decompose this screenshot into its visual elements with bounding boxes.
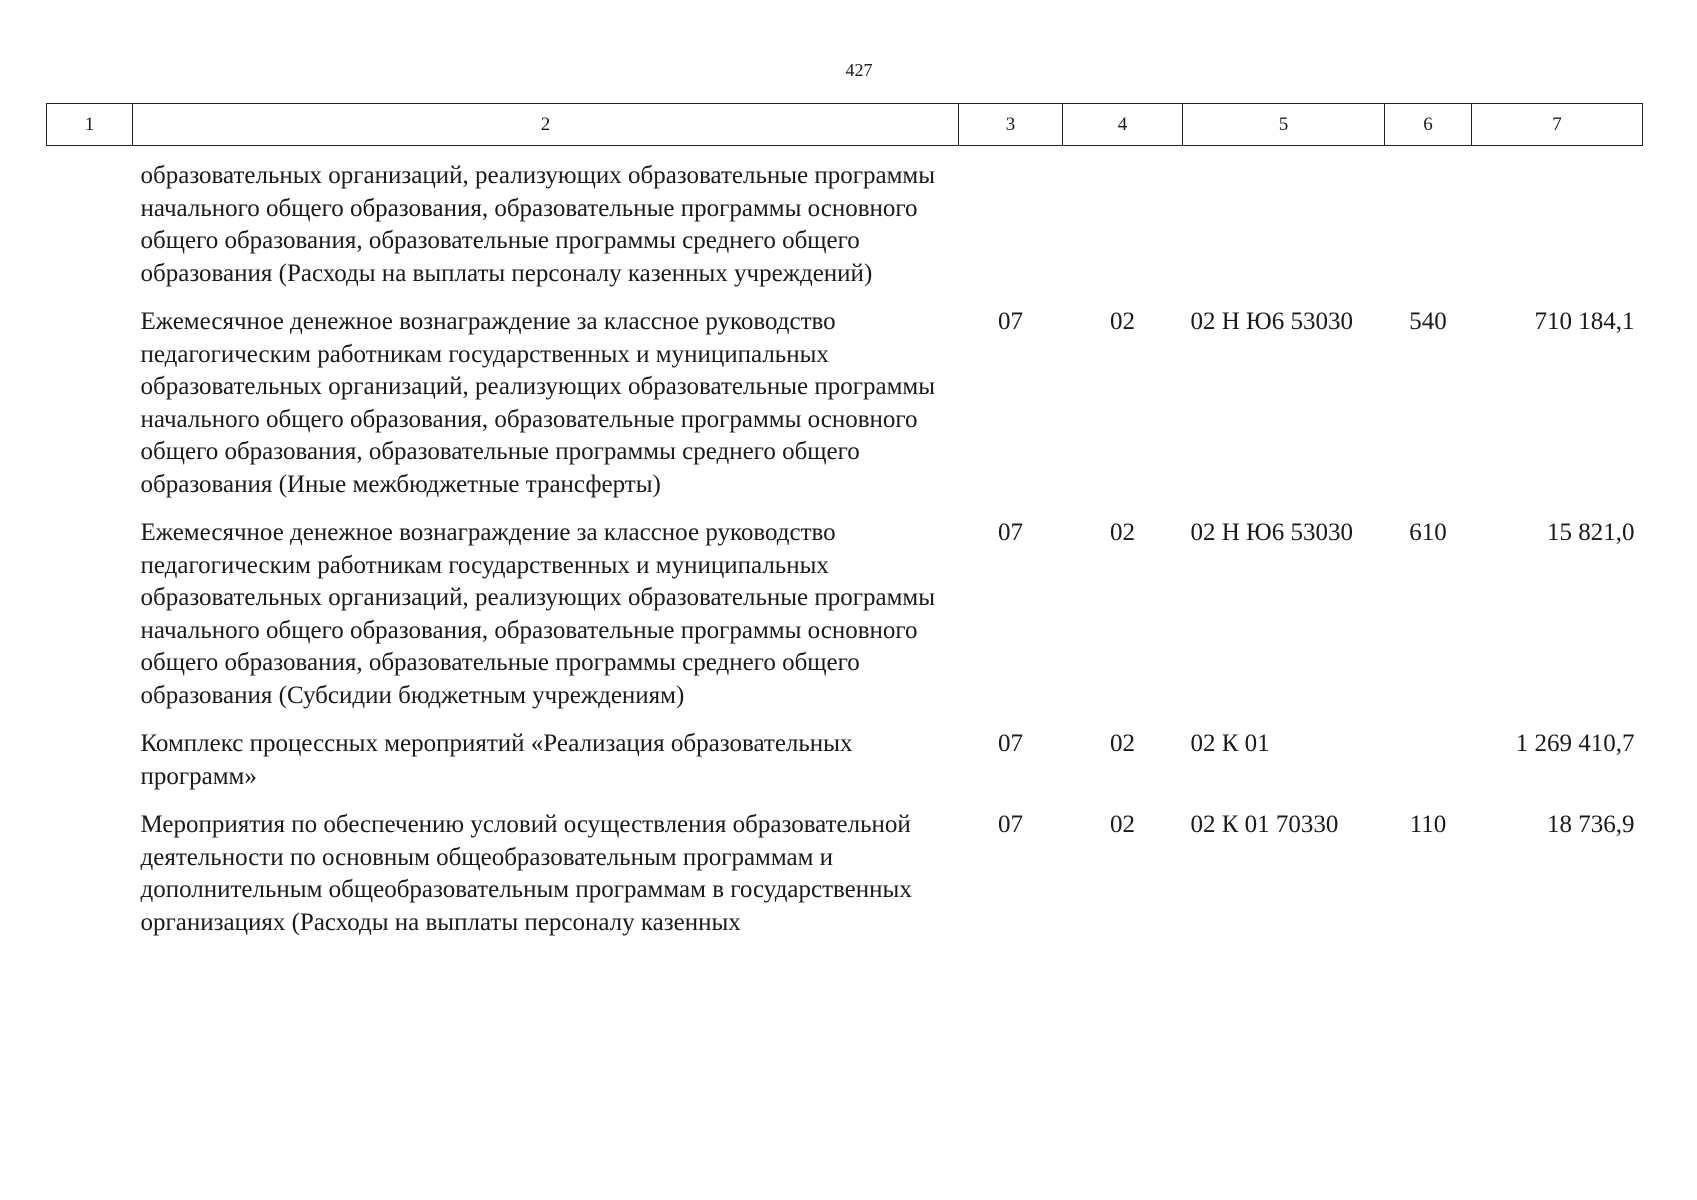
subsection-cell: 02 xyxy=(1110,730,1135,757)
description-cell: Мероприятия по обеспечению условий осуществления образовательной деятельности по основным общеобразовательным программам и дополнительным общеобразовательным программам в государственных организациях (Расходы на выплаты персоналу казенных xyxy=(140,811,912,936)
target-article-cell: 02 Н Ю6 53030 xyxy=(1190,519,1353,546)
row-number-cell xyxy=(47,146,133,307)
description-cell: Ежемесячное денежное вознаграждение за классное руководство педагогическим работникам государственных и муниципальных образовательных организаций, реализующих образовательные программы начального общего образования, образовательные программы основного общего образования, образовательные программы среднего общего образования (Иные межбюджетные трансферты) xyxy=(140,308,936,498)
table-row xyxy=(47,809,1643,955)
section-cell: 07 xyxy=(998,519,1023,546)
expense-type-cell xyxy=(1385,146,1472,307)
column-header-7: 7 xyxy=(1472,104,1643,146)
row-number-cell xyxy=(47,517,133,728)
subsection-cell: 02 xyxy=(1110,811,1135,838)
column-header-4: 4 xyxy=(1063,104,1183,146)
expense-type-cell: 540 xyxy=(1409,308,1447,335)
subsection-cell xyxy=(1063,146,1183,307)
column-header-6: 6 xyxy=(1385,104,1472,146)
description-cell: Комплекс процессных мероприятий «Реализация образовательных программ» xyxy=(140,730,853,790)
target-article-cell xyxy=(1183,146,1385,307)
expense-type-cell: 610 xyxy=(1409,519,1447,546)
table-row xyxy=(47,728,1643,809)
amount-cell: 1 269 410,7 xyxy=(1515,730,1635,757)
column-number-header-row xyxy=(47,104,1643,146)
budget-table xyxy=(46,103,1643,955)
expense-type-cell: 110 xyxy=(1409,811,1447,838)
target-article-cell: 02 К 01 70330 xyxy=(1190,811,1339,838)
column-header-2: 2 xyxy=(133,104,959,146)
section-cell xyxy=(959,146,1063,307)
column-header-1: 1 xyxy=(47,104,133,146)
row-number-cell xyxy=(47,728,133,809)
amount-cell: 18 736,9 xyxy=(1547,811,1635,838)
table-row xyxy=(47,146,1643,307)
section-cell: 07 xyxy=(998,308,1023,335)
expense-type-cell xyxy=(1385,728,1472,809)
description-cell: образовательных организаций, реализующих образовательные программы начального общего образования, образовательные программы основного общего образования, образовательные программы среднего общего образования (Расходы на выплаты персоналу казенных учреждений) xyxy=(140,162,936,287)
table-row xyxy=(47,517,1643,728)
row-number-cell xyxy=(47,306,133,517)
table-row xyxy=(47,306,1643,517)
target-article-cell: 02 К 01 xyxy=(1190,730,1270,757)
amount-cell: 710 184,1 xyxy=(1534,308,1635,335)
amount-cell: 15 821,0 xyxy=(1547,519,1635,546)
amount-cell xyxy=(1472,146,1643,307)
section-cell: 07 xyxy=(998,730,1023,757)
row-number-cell xyxy=(47,809,133,955)
target-article-cell: 02 Н Ю6 53030 xyxy=(1190,308,1353,335)
subsection-cell: 02 xyxy=(1110,519,1135,546)
section-cell: 07 xyxy=(998,811,1023,838)
description-cell: Ежемесячное денежное вознаграждение за классное руководство педагогическим работникам государственных и муниципальных образовательных организаций, реализующих образовательные программы начального общего образования, образовательные программы основного общего образования, образовательные программы среднего общего образования (Субсидии бюджетным учреждениям) xyxy=(140,519,936,709)
subsection-cell: 02 xyxy=(1110,308,1135,335)
page-number: 427 xyxy=(845,60,873,80)
column-header-5: 5 xyxy=(1183,104,1385,146)
column-header-3: 3 xyxy=(959,104,1063,146)
